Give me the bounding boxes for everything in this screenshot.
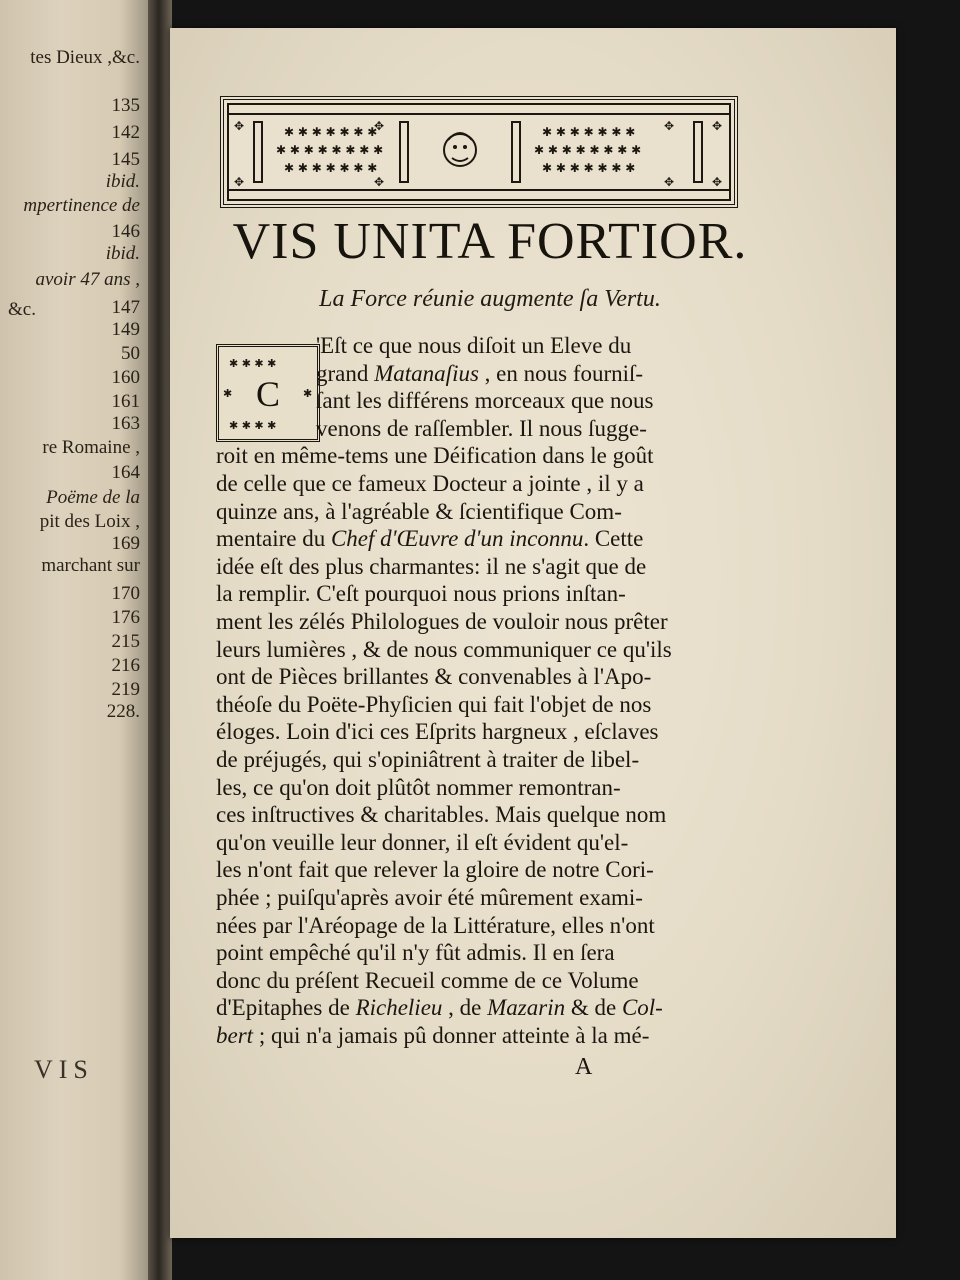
svg-text:✥: ✥ <box>234 119 245 133</box>
svg-text:✱ ✱ ✱ ✱ ✱ ✱ ✱ ✱: ✱ ✱ ✱ ✱ ✱ ✱ ✱ ✱ <box>276 143 384 157</box>
body-text-line: ces inſtructives & charitables. Mais quelque nom <box>216 802 667 828</box>
signature-mark: A <box>575 1054 593 1080</box>
body-text-line: les n'ont fait que relever la gloire de notre Cori- <box>216 857 654 883</box>
svg-text:✥: ✥ <box>234 175 245 189</box>
body-text-line: ment les zélés Philologues de vouloir nous prêter <box>216 609 668 634</box>
svg-text:✥: ✥ <box>664 119 675 133</box>
svg-text:✱ ✱ ✱ ✱ ✱ ✱ ✱: ✱ ✱ ✱ ✱ ✱ ✱ ✱ <box>542 125 636 139</box>
body-text-line: quinze ans, à l'agréable & ſcientifique Com- <box>216 498 622 524</box>
page-subtitle: La Force réunie augmente ſa Vertu. <box>319 286 661 312</box>
ornament-pattern <box>224 100 734 204</box>
svg-text:✱ ✱ ✱ ✱ ✱ ✱ ✱ ✱: ✱ ✱ ✱ ✱ ✱ ✱ ✱ ✱ <box>534 143 642 157</box>
left-page-line: 170 <box>111 583 140 604</box>
left-page-line: 142 <box>111 122 140 143</box>
svg-text:✥: ✥ <box>712 119 723 133</box>
body-text-line: qu'on veuille leur donner, il eſt évident qu'el- <box>216 829 629 855</box>
left-page-line: 219 <box>111 679 140 700</box>
left-page-line: 228. <box>106 701 140 722</box>
body-text-line: 'Eſt ce que nous diſoit un Eleve du <box>316 333 632 358</box>
page-title: VIS UNITA FORTIOR. <box>232 213 748 270</box>
drop-cap-ornament <box>216 344 320 442</box>
body-text-line: de celle que ce fameux Docteur a jointe , il y a <box>216 471 644 496</box>
body-text-line: roit en même-tems une Déification dans le goût <box>216 443 654 469</box>
svg-text:✥: ✥ <box>374 175 385 189</box>
book-gutter <box>148 0 172 1280</box>
left-page-line: 160 <box>111 367 140 388</box>
svg-text:✱: ✱ <box>223 387 233 400</box>
left-page-line: 163 <box>111 413 140 434</box>
left-page-line: 169 <box>111 533 140 554</box>
left-page-line: &c. <box>8 299 36 320</box>
left-page-line: Poëme de la <box>46 487 140 508</box>
left-page-line: tes Dieux ,&c. <box>30 47 140 68</box>
body-text-line: point empêché qu'il n'y fût admis. Il en ſera <box>216 940 615 966</box>
left-page-line: mpertinence de <box>23 195 140 216</box>
svg-text:✱ ✱ ✱ ✱ ✱ ✱ ✱: ✱ ✱ ✱ ✱ ✱ ✱ ✱ <box>542 161 636 175</box>
body-text-line: la remplir. C'eſt pourquoi nous prions inſtan- <box>216 581 626 607</box>
body-text-line: bert ; qui n'a jamais pû donner atteinte à la mé- <box>216 1023 650 1048</box>
body-text-line: nées par l'Aréopage de la Littérature, elles n'ont <box>216 912 655 938</box>
left-page-line: 149 <box>111 319 140 340</box>
left-page-line: re Romaine , <box>42 437 140 458</box>
left-page-line: 50 <box>121 343 140 364</box>
left-page-line: 215 <box>111 631 140 652</box>
left-page-line: 135 <box>111 95 140 116</box>
body-text-line: donc du préſent Recueil comme de ce Volume <box>216 967 639 993</box>
left-page <box>0 0 150 1280</box>
svg-text:✱: ✱ <box>303 387 313 400</box>
left-page-line: ibid. <box>105 171 140 192</box>
left-page-line: 164 <box>111 462 140 483</box>
body-text-line: ſant les différens morceaux que nous <box>316 388 654 414</box>
body-text-line: phée ; puiſqu'après avoir été mûrement exami- <box>216 885 643 910</box>
svg-text:✥: ✥ <box>664 175 675 189</box>
left-page-line: ibid. <box>105 243 140 264</box>
left-page-line: 176 <box>111 607 140 628</box>
right-page <box>170 28 896 1238</box>
left-catchword: VIS <box>34 1055 94 1084</box>
left-page-line: avoir 47 ans , <box>35 269 140 290</box>
ornament-header <box>220 96 738 208</box>
body-text-line: idée eſt des plus charmantes: il ne s'agit que de <box>216 553 647 579</box>
body-text-line: ont de Pièces brillantes & convenables à l'Apo- <box>216 664 652 690</box>
left-page-line: pit des Loix , <box>39 511 140 532</box>
left-page-line: 216 <box>111 655 140 676</box>
left-page-line: 146 <box>111 221 140 242</box>
left-page-line: 147 <box>111 297 140 318</box>
body-text-line: leurs lumières , & de nous communiquer ce qu'ils <box>216 636 672 662</box>
left-page-line: marchant sur <box>41 555 140 576</box>
body-text-line: théoſe du Poëte-Phyſicien qui fait l'objet de nos <box>216 691 652 717</box>
drop-cap-letter: C <box>255 374 280 414</box>
svg-text:✥: ✥ <box>712 175 723 189</box>
svg-text:✱ ✱ ✱ ✱ ✱ ✱ ✱: ✱ ✱ ✱ ✱ ✱ ✱ ✱ <box>284 161 378 175</box>
svg-text:✥: ✥ <box>374 119 385 133</box>
body-text-line: d'Epitaphes de Richelieu , de Mazarin & de Col- <box>216 995 663 1021</box>
left-page-line: 161 <box>111 391 140 412</box>
body-text-line: venons de raſſembler. Il nous ſugge- <box>316 415 647 441</box>
body-text-line: grand Matanaſius , en nous fourniſ- <box>316 360 644 386</box>
body-text-line: éloges. Loin d'ici ces Eſprits hargneux , eſclaves <box>216 719 659 745</box>
body-text-line: mentaire du Chef d'Œuvre d'un inconnu. Cette <box>216 526 644 552</box>
left-page-line: 145 <box>111 149 140 170</box>
svg-text:✱ ✱ ✱ ✱ ✱ ✱ ✱: ✱ ✱ ✱ ✱ ✱ ✱ ✱ <box>284 125 378 139</box>
body-text-line: les, ce qu'on doit plûtôt nommer remontran- <box>216 774 621 800</box>
svg-text:✱ ✱ ✱ ✱: ✱ ✱ ✱ ✱ <box>229 419 277 432</box>
body-text-line: de préjugés, qui s'opiniâtrent à traiter de libel- <box>216 747 640 772</box>
svg-text:✱ ✱ ✱ ✱: ✱ ✱ ✱ ✱ <box>229 357 277 370</box>
